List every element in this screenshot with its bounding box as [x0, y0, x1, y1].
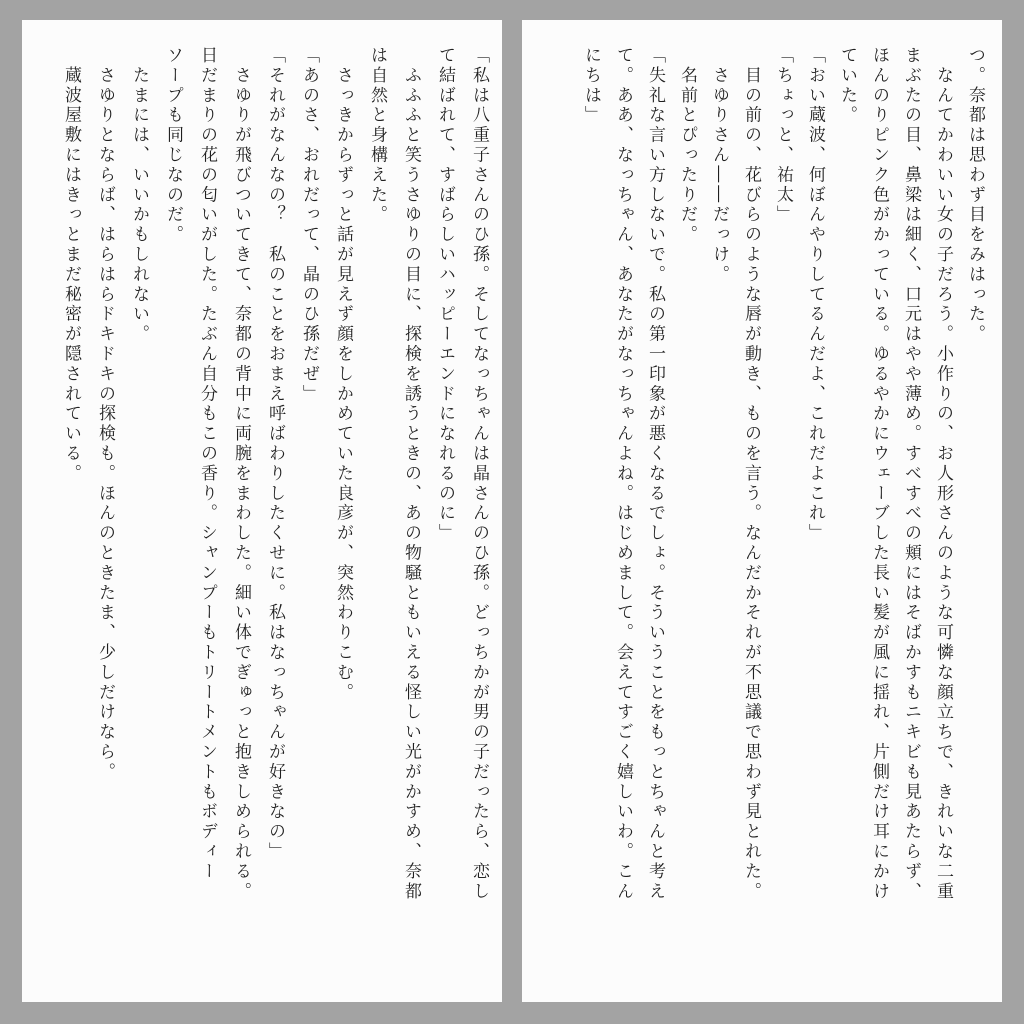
text-line-13: にちは」: [581, 46, 601, 126]
text-line-3: まぶたの目、鼻梁は細く、口元はやや薄め。すべすべの頬にはそばかすもニキビも見あたらず、: [901, 46, 921, 902]
text-line-1: つ。奈都は思わず目をみはった。: [965, 46, 985, 345]
text-line-6: 「おい蔵波、何ぼんやりしてるんだよ、これだよこれ」: [805, 46, 825, 544]
text-line-3: ふふふと笑うさゆりの目に、探検を誘うときの、あの物騒ともいえる怪しい光がかすめ、奈都: [401, 46, 421, 902]
text-line-7: 「ちょっと、祐太」: [773, 46, 793, 226]
text-line-5: さっきからずっと話が見えず顔をしかめていた良彦が、突然わりこむ。: [333, 46, 353, 703]
text-line-4: ほんのりピンク色がかっている。ゆるやかにウェーブした長い髪が風に揺れ、片側だけ耳にかけ: [869, 46, 889, 902]
text-line-9: さゆりさん――だっけ。: [709, 46, 729, 285]
text-line-8: 目の前の、花びらのような唇が動き、ものを言う。なんだかそれが不思議で思わず見とれた。: [741, 46, 761, 902]
text-line-2: て結ばれて、すばらしいハッピーエンドになれるのに」: [435, 46, 455, 544]
right-book-page: [522, 20, 1002, 1002]
text-line-7: 「それがなんなの？ 私のことをおまえ呼ばわりしたくせに。私はなっちゃんが好きなの」: [265, 46, 285, 862]
text-line-13: 蔵波屋敷にはきっとまだ秘密が隠されている。: [61, 46, 81, 484]
text-line-2: なんてかわいい女の子だろう。小作りの、お人形さんのような可憐な顔立ちで、きれいな二重: [933, 46, 953, 902]
text-line-1: 「私は八重子さんのひ孫。そしてなっちゃんは晶さんのひ孫。どっちかが男の子だったら、恋し: [469, 46, 489, 902]
text-line-11: 「失礼な言い方しないで。私の第一印象が悪くなるでしょ。そういうことをもっとちゃんと考え: [645, 46, 665, 902]
left-book-page: [22, 20, 502, 1002]
text-line-4: は自然と身構えた。: [367, 46, 387, 226]
text-line-12: さゆりとならば、はらはらドキドキの探検も。ほんのときたま、少しだけなら。: [95, 46, 115, 783]
text-line-9: 日だまりの花の匂いがした。たぶん自分もこの香り。シャンプーもトリートメントもボディー: [197, 46, 217, 882]
text-line-12: て。ああ、なっちゃん、あなたがなっちゃんよね。はじめまして。会えてすごく嬉しいわ。こん: [613, 46, 633, 902]
text-line-10: 名前とぴったりだ。: [677, 46, 697, 245]
text-line-10: ソープも同じなのだ。: [163, 46, 183, 245]
text-line-5: ていた。: [837, 46, 857, 126]
text-line-6: 「あのさ、おれだって、晶のひ孫だぜ」: [299, 46, 319, 405]
text-line-11: たまには、いいかもしれない。: [129, 46, 149, 345]
text-line-8: さゆりが飛びついてきて、奈都の背中に両腕をまわした。細い体でぎゅっと抱きしめられる。: [231, 46, 251, 902]
